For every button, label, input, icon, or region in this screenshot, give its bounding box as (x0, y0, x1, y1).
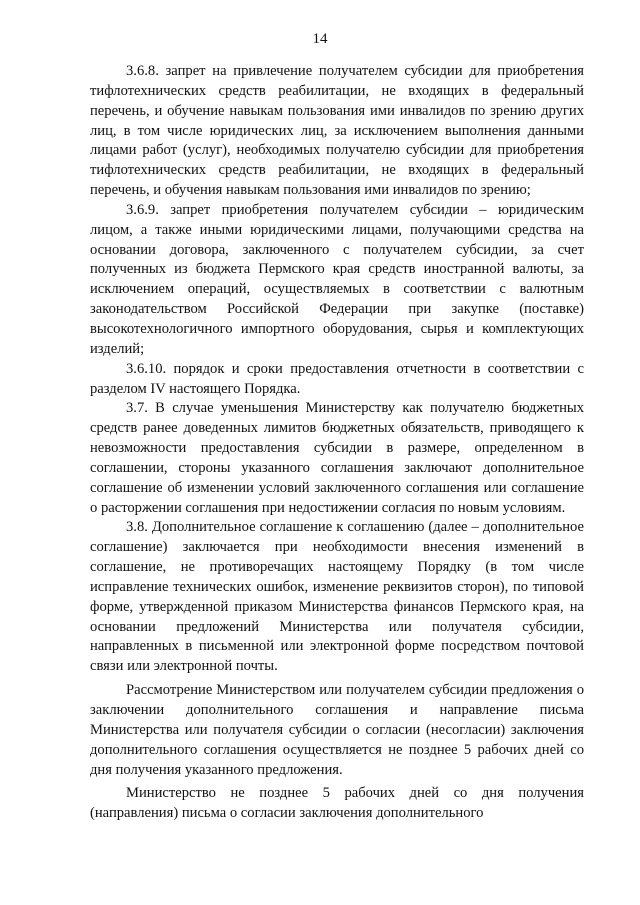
paragraph-ministry: Министерство не позднее 5 рабочих дней со дня получения (направления) письма о согласии заключения дополнительного (90, 785, 584, 822)
paragraph-3-6-10: 3.6.10. порядок и сроки предоставления отчетности в соответствии с разделом IV настоящего Порядка. (90, 360, 584, 397)
paragraph-3-6-8: 3.6.8. запрет на привлечение получателем субсидии для приобретения тифлотехнических средств реабилитации, не входящих в федеральный перечень, и обучение навыкам пользования ими инвалидов по зрению других лиц, в том числе юридических лиц, за исключением выполнения данными лицами работ (услуг), необходимых получателю субсидии для приобретения тифлотехнических средств реабилитации, не входящих в федеральный перечень, и обучения навыкам пользования ими инвалидов по зрению; (90, 63, 584, 199)
body-text (90, 62, 584, 824)
paragraph-review: Рассмотрение Министерством или получателем субсидии предложения о заключении дополнительного соглашения и направление письма Министерства или получателя субсидии о согласии (несогласии) заключения дополнительного соглашения осуществляется не позднее 5 рабочих дней со дня получения указанного предложения. (90, 682, 584, 778)
page-number: 14 (312, 31, 328, 47)
paragraph-3-6-9: 3.6.9. запрет приобретения получателем субсидии – юридическим лицом, а также иными юридическими лицами, получающими средства на основании договора, заключенного с получателем субсидии, за счет полученных из бюджета Пермского края средств иностранной валюты, за исключением операций, осуществляемых в соответствии с валютным законодательством Российской Федерации при закупке (поставке) высокотехнологичного импортного оборудования, сырья и комплектующих изделий; (90, 201, 584, 357)
paragraph-3-8: 3.8. Дополнительное соглашение к соглашению (далее – дополнительное соглашение) заключается при необходимости внесения изменений в соглашение, не противоречащих настоящему Порядку (в том числе исправление технических ошибок, изменение реквизитов сторон), по типовой форме, утвержденной приказом Министерства финансов Пермского края, на основании предложений Министерства или получателя субсидии, направленных в письменной или электронной форме посредством почтовой связи или электронной почты. (90, 519, 584, 675)
paragraph-3-7: 3.7. В случае уменьшения Министерству как получателю бюджетных средств ранее доведенных лимитов бюджетных обязательств, приводящего к невозможности предоставления субсидии в размере, определенном в соглашении, стороны указанного соглашения заключают дополнительное соглашение об изменении условий заключенного соглашения или соглашение о расторжении соглашения при недостижении согласия по новым условиям. (90, 400, 584, 516)
